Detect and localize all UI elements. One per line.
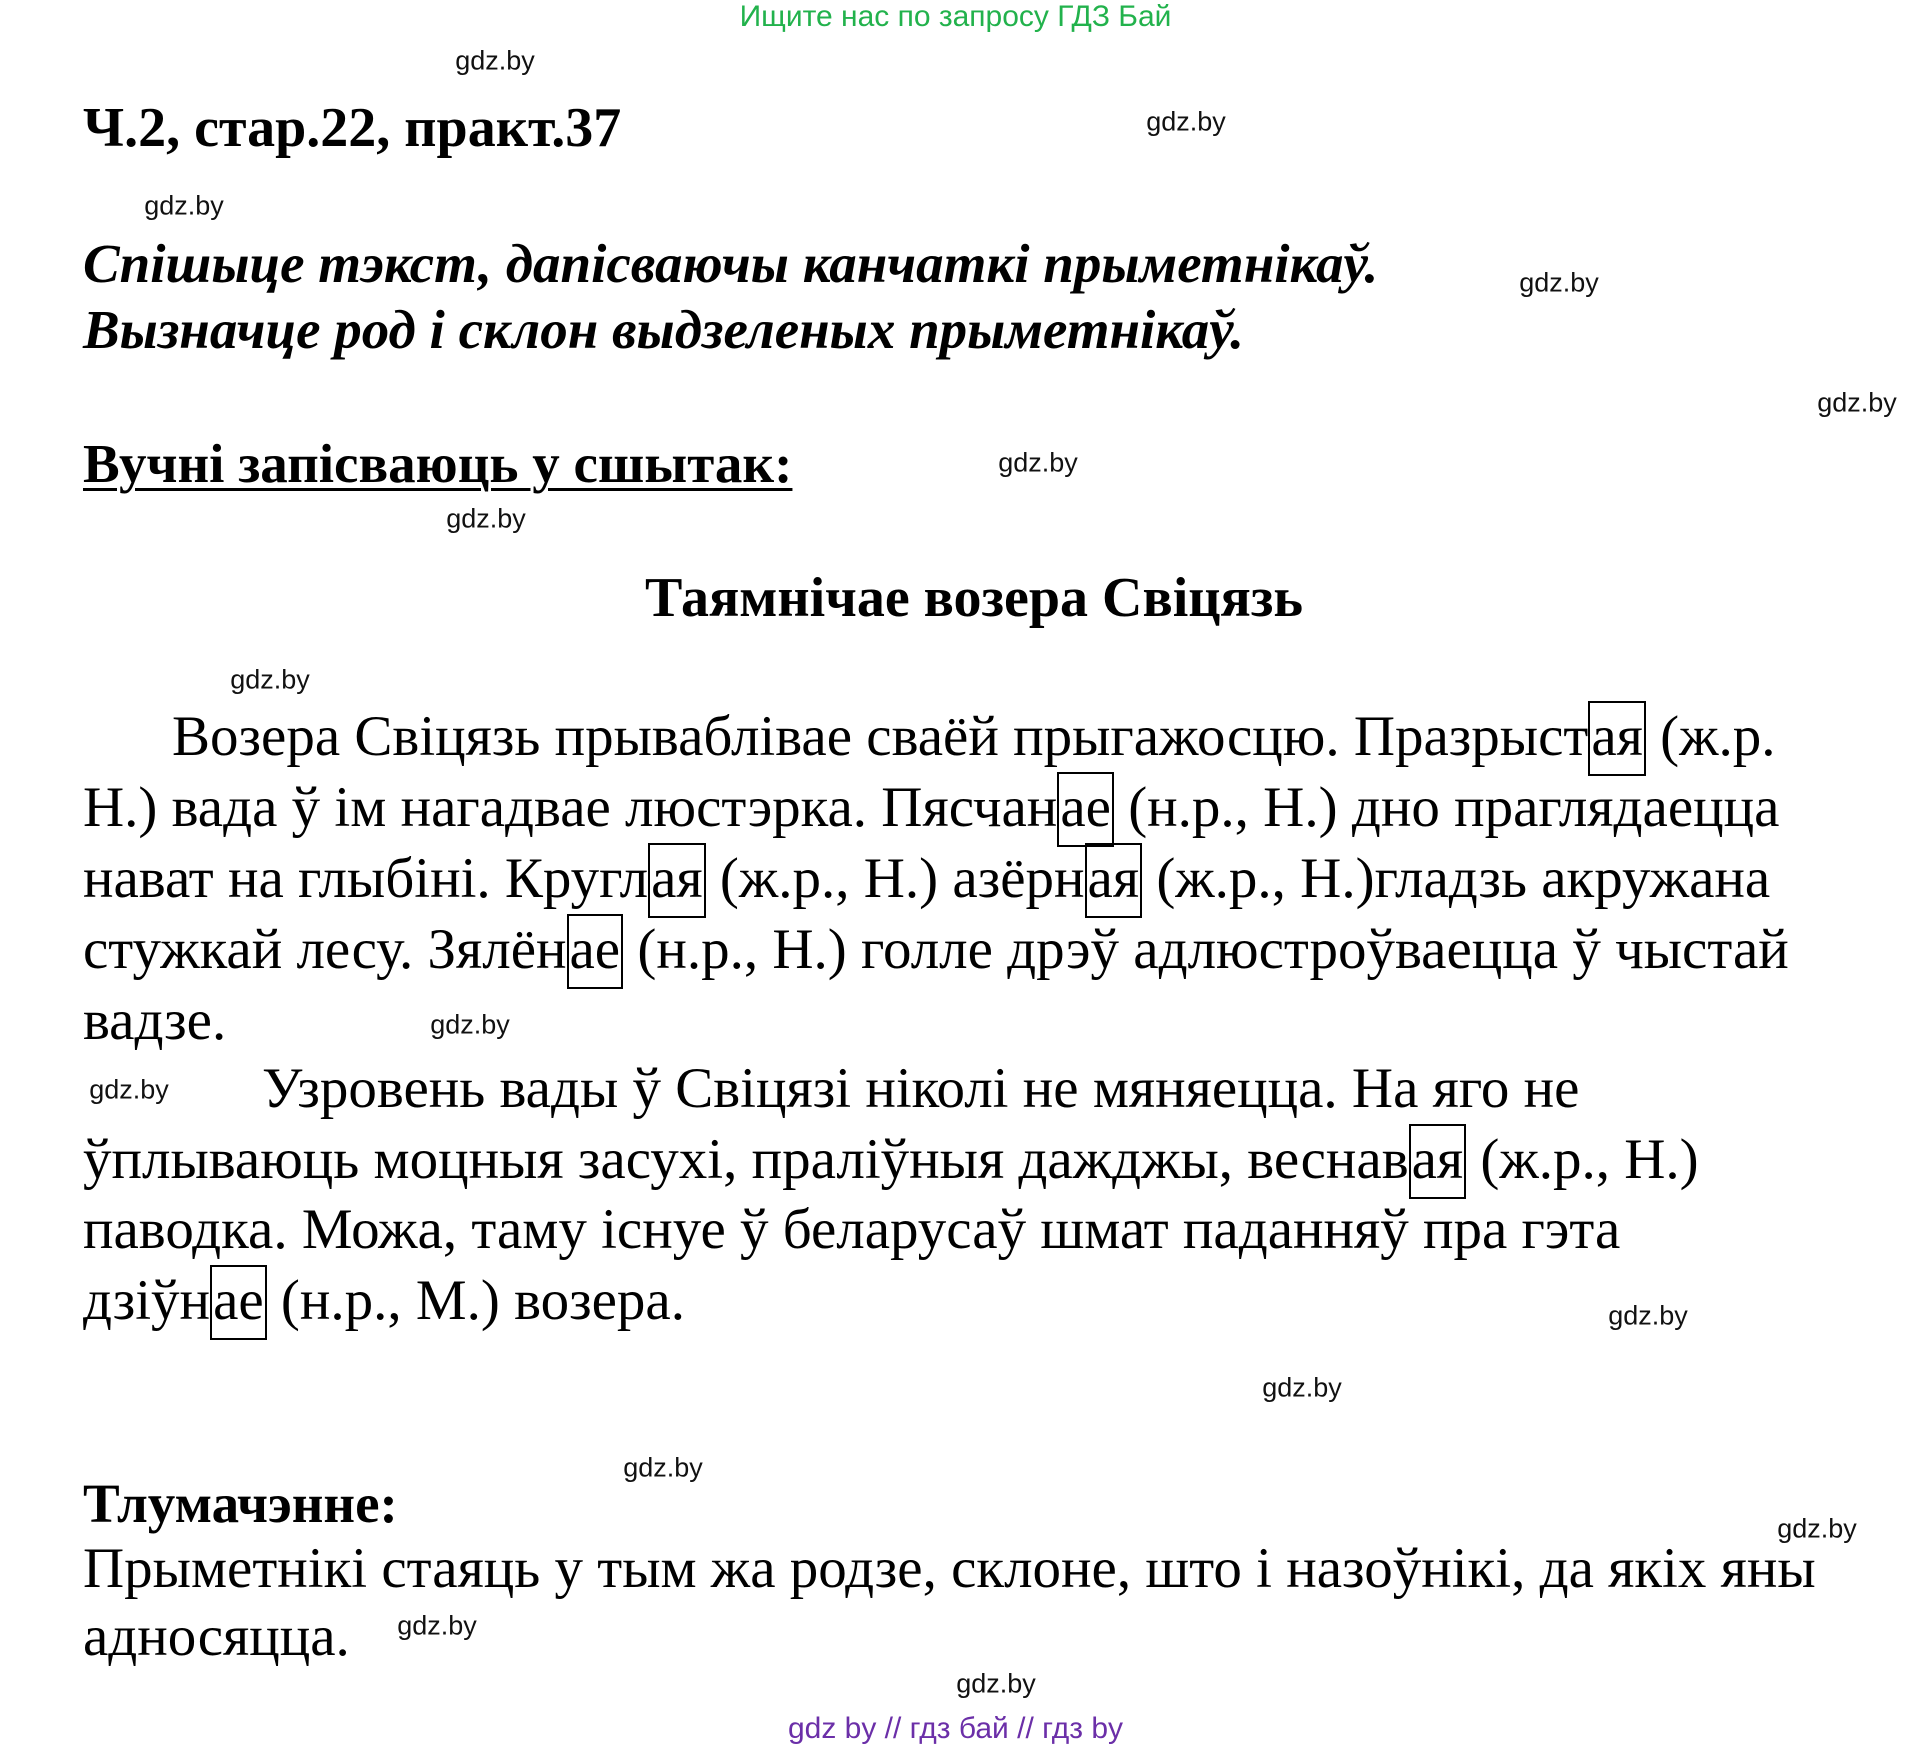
text-segment: нават на глыбіні. Кругл [83, 847, 649, 910]
explanation-line-1: Прыметнікі стаяць у тым жа родзе, склоне, што і назоўнікі, да якіх яны [83, 1537, 1816, 1600]
text-line [83, 1128, 1699, 1191]
text-line [83, 989, 227, 1052]
boxed-ending: ая [1588, 701, 1646, 776]
watermark: gdz.by [397, 1610, 477, 1641]
text-segment: вадзе. [83, 989, 227, 1052]
text-segment: стужкай лесу. Зялён [83, 918, 567, 981]
text-segment: (ж.р., Н.)гладзь акружана [1142, 847, 1771, 910]
watermark: gdz.by [144, 190, 224, 221]
text-line [262, 1057, 1580, 1120]
watermark: gdz.by [446, 503, 526, 534]
text-segment: Узровень вады ў Свіцязі ніколі не мяняецца. На яго не [262, 1057, 1580, 1120]
watermark: gdz.by [455, 45, 535, 76]
text-line [83, 847, 1771, 910]
boxed-ending: ае [1057, 772, 1114, 847]
watermark: gdz.by [89, 1074, 169, 1105]
watermark: gdz.by [998, 447, 1078, 478]
text-line [172, 705, 1776, 768]
watermark: gdz.by [1608, 1300, 1688, 1331]
watermark: gdz.by [430, 1009, 510, 1040]
boxed-ending: ая [1409, 1124, 1467, 1199]
text-line [83, 776, 1780, 839]
footer-links[interactable]: gdz by // гдз бай // гдз by [787, 1712, 1124, 1745]
explanation-line-2: адносяцца. [83, 1605, 350, 1668]
watermark: gdz.by [623, 1452, 703, 1483]
watermark: gdz.by [1519, 267, 1599, 298]
text-segment: (ж.р., Н.) азёрн [705, 847, 1085, 910]
text-segment: (ж.р., Н.) [1466, 1128, 1699, 1191]
text-segment: дзіўн [83, 1269, 211, 1332]
boxed-ending: ае [210, 1265, 267, 1340]
text-line [83, 1269, 685, 1332]
text-line [83, 1198, 1621, 1261]
text-segment: Возера Свіцязь прываблівае сваёй прыгажосцю. Празрыст [172, 705, 1589, 768]
watermark: gdz.by [1262, 1372, 1342, 1403]
page-title: Ч.2, стар.22, практ.37 [83, 97, 622, 159]
task-line-2: Вызначце род і склон выдзеленых прыметнікаў. [83, 299, 1244, 360]
text-segment: Н.) вада ў ім нагадвае люстэрка. Пясчан [83, 776, 1058, 839]
text-segment: ўплываюць моцныя засухі, праліўныя дажджы, веснав [83, 1128, 1409, 1191]
text-segment: (ж.р. [1645, 705, 1776, 768]
explanation-heading: Тлумачэнне: [83, 1473, 398, 1534]
watermark: gdz.by [956, 1668, 1036, 1699]
task-line-1: Спішыце тэкст, дапісваючы канчаткі прыметнікаў. [83, 233, 1379, 294]
text-title: Таямнічае возера Свіцязь [645, 567, 1303, 629]
watermark: gdz.by [1146, 106, 1226, 137]
watermark: gdz.by [230, 664, 310, 695]
boxed-ending: ая [648, 843, 706, 918]
text-line [83, 918, 1789, 981]
text-segment: (н.р., Н.) голле дрэў адлюстроўваецца ў чыстай [623, 918, 1789, 981]
boxed-ending: ае [567, 914, 624, 989]
watermark: gdz.by [1817, 387, 1897, 418]
watermark: gdz.by [1777, 1513, 1857, 1544]
subheading: Вучні запісваюць у сшытак: [83, 433, 793, 494]
boxed-ending: ая [1085, 843, 1143, 918]
text-segment: (н.р., Н.) дно праглядаецца [1113, 776, 1780, 839]
search-banner: Ищите нас по запросу ГДЗ Бай [739, 0, 1172, 33]
text-segment: паводка. Можа, таму існуе ў беларусаў шмат паданняў пра гэта [83, 1198, 1621, 1261]
text-segment: (н.р., М.) возера. [266, 1269, 685, 1332]
